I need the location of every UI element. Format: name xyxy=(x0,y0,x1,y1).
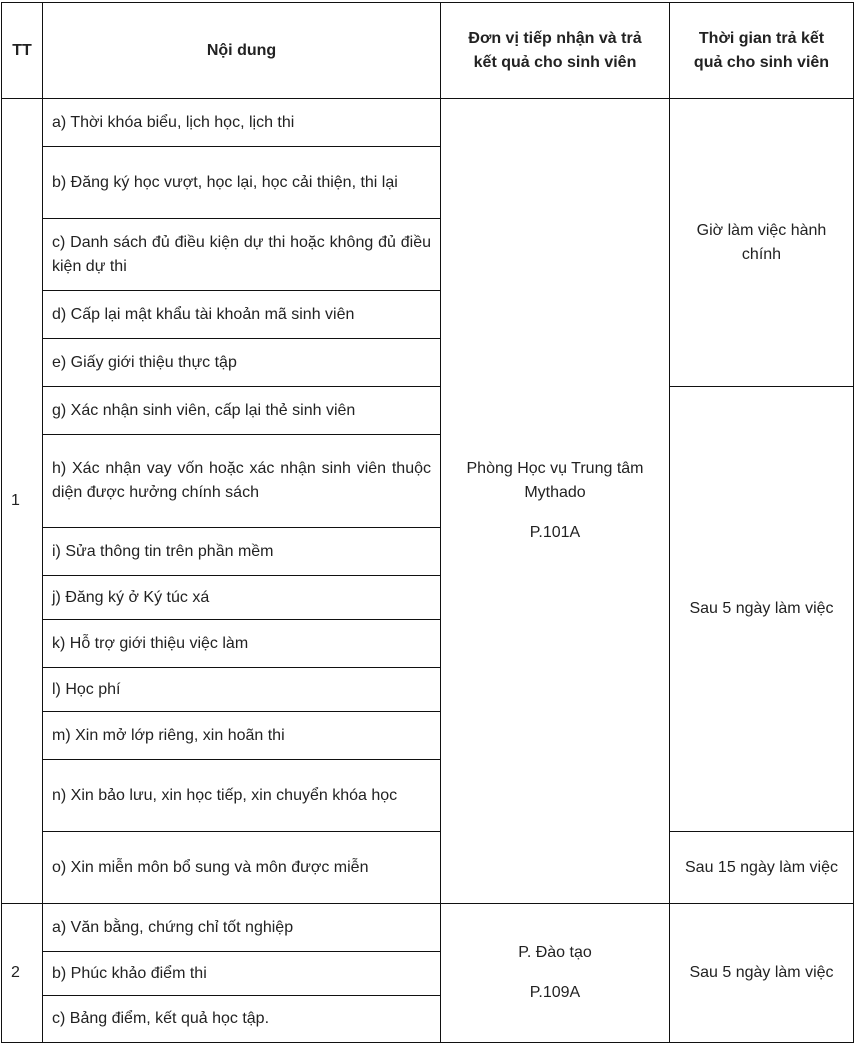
group1-item-d: d) Cấp lại mật khẩu tài khoản mã sinh viên xyxy=(43,291,441,339)
header-time: Thời gian trả kết quả cho sinh viên xyxy=(670,3,854,99)
group1-item-k: k) Hỗ trợ giới thiệu việc làm xyxy=(43,620,441,668)
group1-item-o: o) Xin miễn môn bổ sung và môn được miễn xyxy=(43,832,441,904)
group1-unit-name: Phòng Học vụ Trung tâm Mythado xyxy=(466,460,644,501)
table-row xyxy=(2,387,854,435)
group1-item-c: c) Danh sách đủ điều kiện dự thi hoặc không đủ điều kiện dự thi xyxy=(43,219,441,291)
group1-tt: 1 xyxy=(2,99,43,904)
group2-item-a: a) Văn bằng, chứng chỉ tốt nghiệp xyxy=(43,904,441,952)
header-row xyxy=(2,3,854,99)
group1-item-i: i) Sửa thông tin trên phần mềm xyxy=(43,528,441,576)
header-tt: TT xyxy=(2,3,43,99)
header-unit: Đơn vị tiếp nhận và trả kết quả cho sinh viên xyxy=(441,3,670,99)
table-row xyxy=(2,99,854,147)
procedures-table xyxy=(1,2,854,1043)
group2-time: Sau 5 ngày làm việc xyxy=(670,904,854,1043)
group1-item-a: a) Thời khóa biểu, lịch học, lịch thi xyxy=(43,99,441,147)
header-content: Nội dung xyxy=(43,3,441,99)
group1-item-j: j) Đăng ký ở Ký túc xá xyxy=(43,576,441,620)
group1-item-b: b) Đăng ký học vượt, học lại, học cải thiện, thi lại xyxy=(43,147,441,219)
group1-time-a: Giờ làm việc hành chính xyxy=(670,99,854,387)
group1-time-b: Sau 5 ngày làm việc xyxy=(670,387,854,832)
group1-unit-room: P.101A xyxy=(529,524,581,541)
group1-unit-cell xyxy=(441,99,670,904)
group1-item-g: g) Xác nhận sinh viên, cấp lại thẻ sinh viên xyxy=(43,387,441,435)
group1-item-n: n) Xin bảo lưu, xin học tiếp, xin chuyển khóa học xyxy=(43,760,441,832)
group2-unit-cell xyxy=(441,904,670,1043)
group1-item-e: e) Giấy giới thiệu thực tập xyxy=(43,339,441,387)
group2-item-c: c) Bảng điểm, kết quả học tập. xyxy=(43,996,441,1043)
group2-unit-name: P. Đào tạo xyxy=(518,944,592,961)
group1-item-l: l) Học phí xyxy=(43,668,441,712)
group1-time-c: Sau 15 ngày làm việc xyxy=(670,832,854,904)
group1-item-h: h) Xác nhận vay vốn hoặc xác nhận sinh viên thuộc diện được hưởng chính sách xyxy=(43,435,441,528)
table-row xyxy=(2,832,854,904)
table-row xyxy=(2,904,854,952)
group2-item-b: b) Phúc khảo điểm thi xyxy=(43,952,441,996)
group2-tt: 2 xyxy=(2,904,43,1043)
group1-item-m: m) Xin mở lớp riêng, xin hoãn thi xyxy=(43,712,441,760)
group2-unit-room: P.109A xyxy=(529,984,581,1001)
